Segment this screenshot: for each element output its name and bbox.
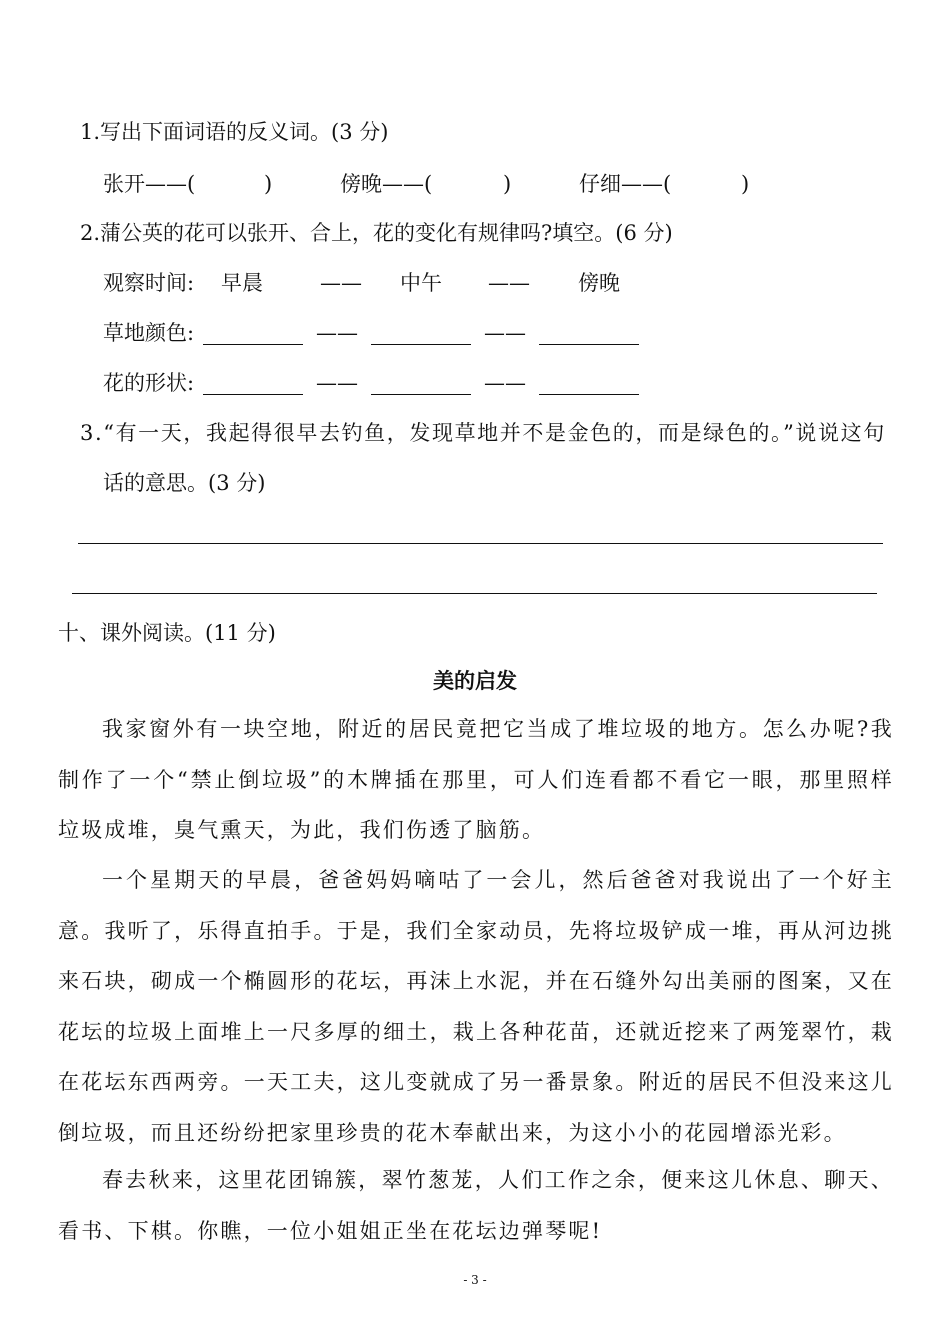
answer-blank[interactable] (203, 344, 303, 345)
q1-item-1-close: ) (264, 172, 273, 196)
q2-dash: —— (484, 371, 526, 395)
answer-blank[interactable] (539, 394, 639, 395)
passage-paragraph-2 (58, 855, 894, 1158)
q1-item-3-close: ) (741, 172, 750, 196)
q3-line1: 3.“有一天，我起得很早去钓鱼，发现草地并不是金色的，而是绿色的。”说说这句 (80, 421, 886, 445)
q2-dash: —— (316, 321, 358, 345)
answer-blank[interactable] (371, 394, 471, 395)
passage-title: 美的启发 (433, 668, 517, 693)
page-number: - 3 - (463, 1273, 487, 1287)
q2-time-label: 观察时间: (103, 271, 195, 295)
q1-item-2-close: ) (503, 172, 512, 196)
passage-paragraph-1 (58, 704, 894, 856)
answer-line[interactable] (72, 593, 877, 594)
answer-line[interactable] (78, 543, 883, 544)
q2-time-morning: 早晨 (221, 271, 263, 295)
q2-dash: —— (488, 271, 530, 295)
q2-row-flower-label: 花的形状: (103, 371, 195, 395)
q2-row-grass-label: 草地颜色: (103, 321, 195, 345)
paragraph-text: 春去秋来，这里花团锦簇，翠竹葱茏，人们工作之余，便来这儿休息、聊天、看书、下棋。你瞧，一位小姐姐正坐在花坛边弹琴呢! (58, 1168, 894, 1243)
section-heading: 十、课外阅读。(11 分) (58, 621, 276, 645)
q1-item-1 (103, 170, 195, 198)
q2-dash: —— (484, 321, 526, 345)
answer-blank[interactable] (371, 344, 471, 345)
q2-time-noon: 中午 (400, 271, 442, 295)
q1-prompt: 1.写出下面词语的反义词。(3 分) (80, 120, 389, 144)
q1-item-3: 仔细——( (579, 172, 672, 196)
q2-dash: —— (316, 371, 358, 395)
q2-dash: —— (320, 271, 362, 295)
q1-item-1-word: 张开——( (103, 172, 196, 196)
answer-blank[interactable] (203, 394, 303, 395)
paragraph-text: 一个星期天的早晨，爸爸妈妈嘀咕了一会儿，然后爸爸对我说出了一个好主意。我听了，乐得直拍手。于是，我们全家动员，先将垃圾铲成一堆，再从河边挑来石块，砌成一个椭圆形的花坛，再沫上水泥，并在石缝外勾出美丽的图案，又在花坛的垃圾上面堆上一尺多厚的细土，栽上各种花苗，还就近挖来了两笼翠竹，栽在花坛东西两旁。一天工夫，这儿变就成了另一番景象。附近的居民不但没来这儿倒垃圾，而且还纷纷把家里珍贵的花木奉献出来，为这小小的花园增添光彩。 (58, 868, 894, 1145)
q1-item-2: 傍晚——( (340, 172, 433, 196)
q2-time-evening: 傍晚 (578, 271, 620, 295)
q2-prompt: 2.蒲公英的花可以张开、合上，花的变化有规律吗?填空。(6 分) (80, 221, 673, 245)
passage-paragraph-3 (58, 1155, 894, 1256)
q3-line2: 话的意思。(3 分) (103, 471, 266, 495)
paragraph-text: 我家窗外有一块空地，附近的居民竟把它当成了堆垃圾的地方。怎么办呢?我制作了一个“禁止倒垃圾”的木牌插在那里，可人们连看都不看它一眼，那里照样垃圾成堆，臭气熏天，为此，我们伤透了脑筋。 (58, 717, 894, 842)
answer-blank[interactable] (539, 344, 639, 345)
